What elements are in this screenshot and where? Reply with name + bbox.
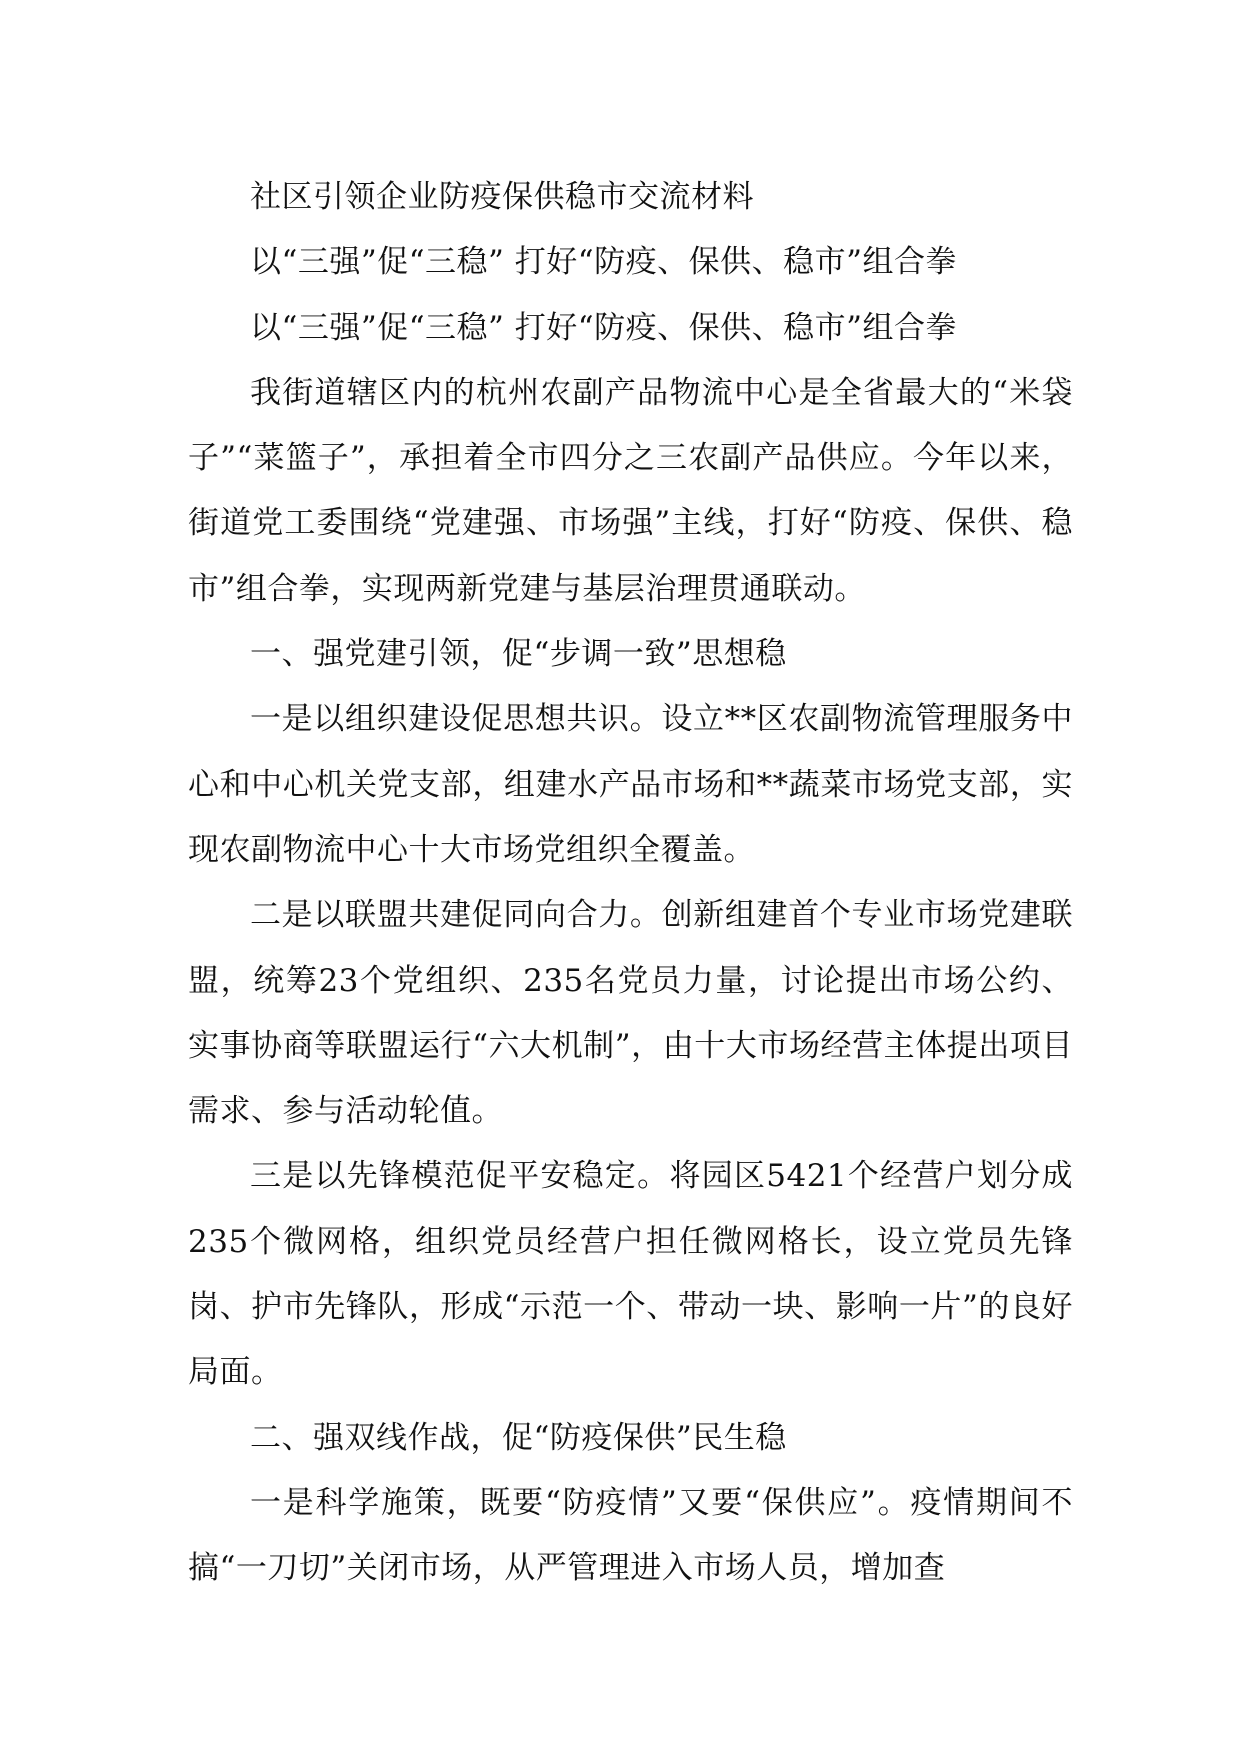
body-paragraph: 一是科学施策，既要“防疫情”又要“保供应”。疫情期间不搞“一刀切”关闭市场，从严管理进入市场人员，增加查 (188, 1484, 1073, 1587)
section-heading-2: 二、强双线作战，促“防疫保供”民生稳 (250, 1419, 787, 1456)
body-paragraph: 三是以先锋模范促平安稳定。将园区5421个经营户划分成235个微网格，组织党员经营户担任微网格长，设立党员先锋岗、护市先锋队，形成“示范一个、带动一块、影响一片”的良好局面。 (188, 1158, 1073, 1391)
intro-paragraph: 我街道辖区内的杭州农副产品物流中心是全省最大的“米袋子”“菜篮子”，承担着全市四分之三农副产品供应。今年以来，街道党工委围绕“党建强、市场强”主线，打好“防疫、保供、稳市”组合拳，实现两新党建与基层治理贯通联动。 (188, 374, 1073, 607)
body-paragraph: 一是以组织建设促思想共识。设立**区农副物流管理服务中心和中心机关党支部，组建水产品市场和**蔬菜市场党支部，实现农副物流中心十大市场党组织全覆盖。 (188, 701, 1073, 868)
section-heading-1: 一、强党建引领，促“步调一致”思想稳 (250, 636, 787, 673)
document-subtitle-repeat: 以“三强”促“三稳” 打好“防疫、保供、稳市”组合拳 (250, 309, 957, 346)
body-paragraph: 二是以联盟共建促同向合力。创新组建首个专业市场党建联盟，统筹23个党组织、235名党员力量，讨论提出市场公约、实事协商等联盟运行“六大机制”，由十大市场经营主体提出项目需求、参与活动轮值。 (188, 897, 1073, 1130)
document-body (188, 165, 1073, 1602)
document-title: 社区引领企业防疫保供稳市交流材料 (250, 179, 754, 215)
document-subtitle: 以“三强”促“三稳” 打好“防疫、保供、稳市”组合拳 (250, 244, 957, 281)
